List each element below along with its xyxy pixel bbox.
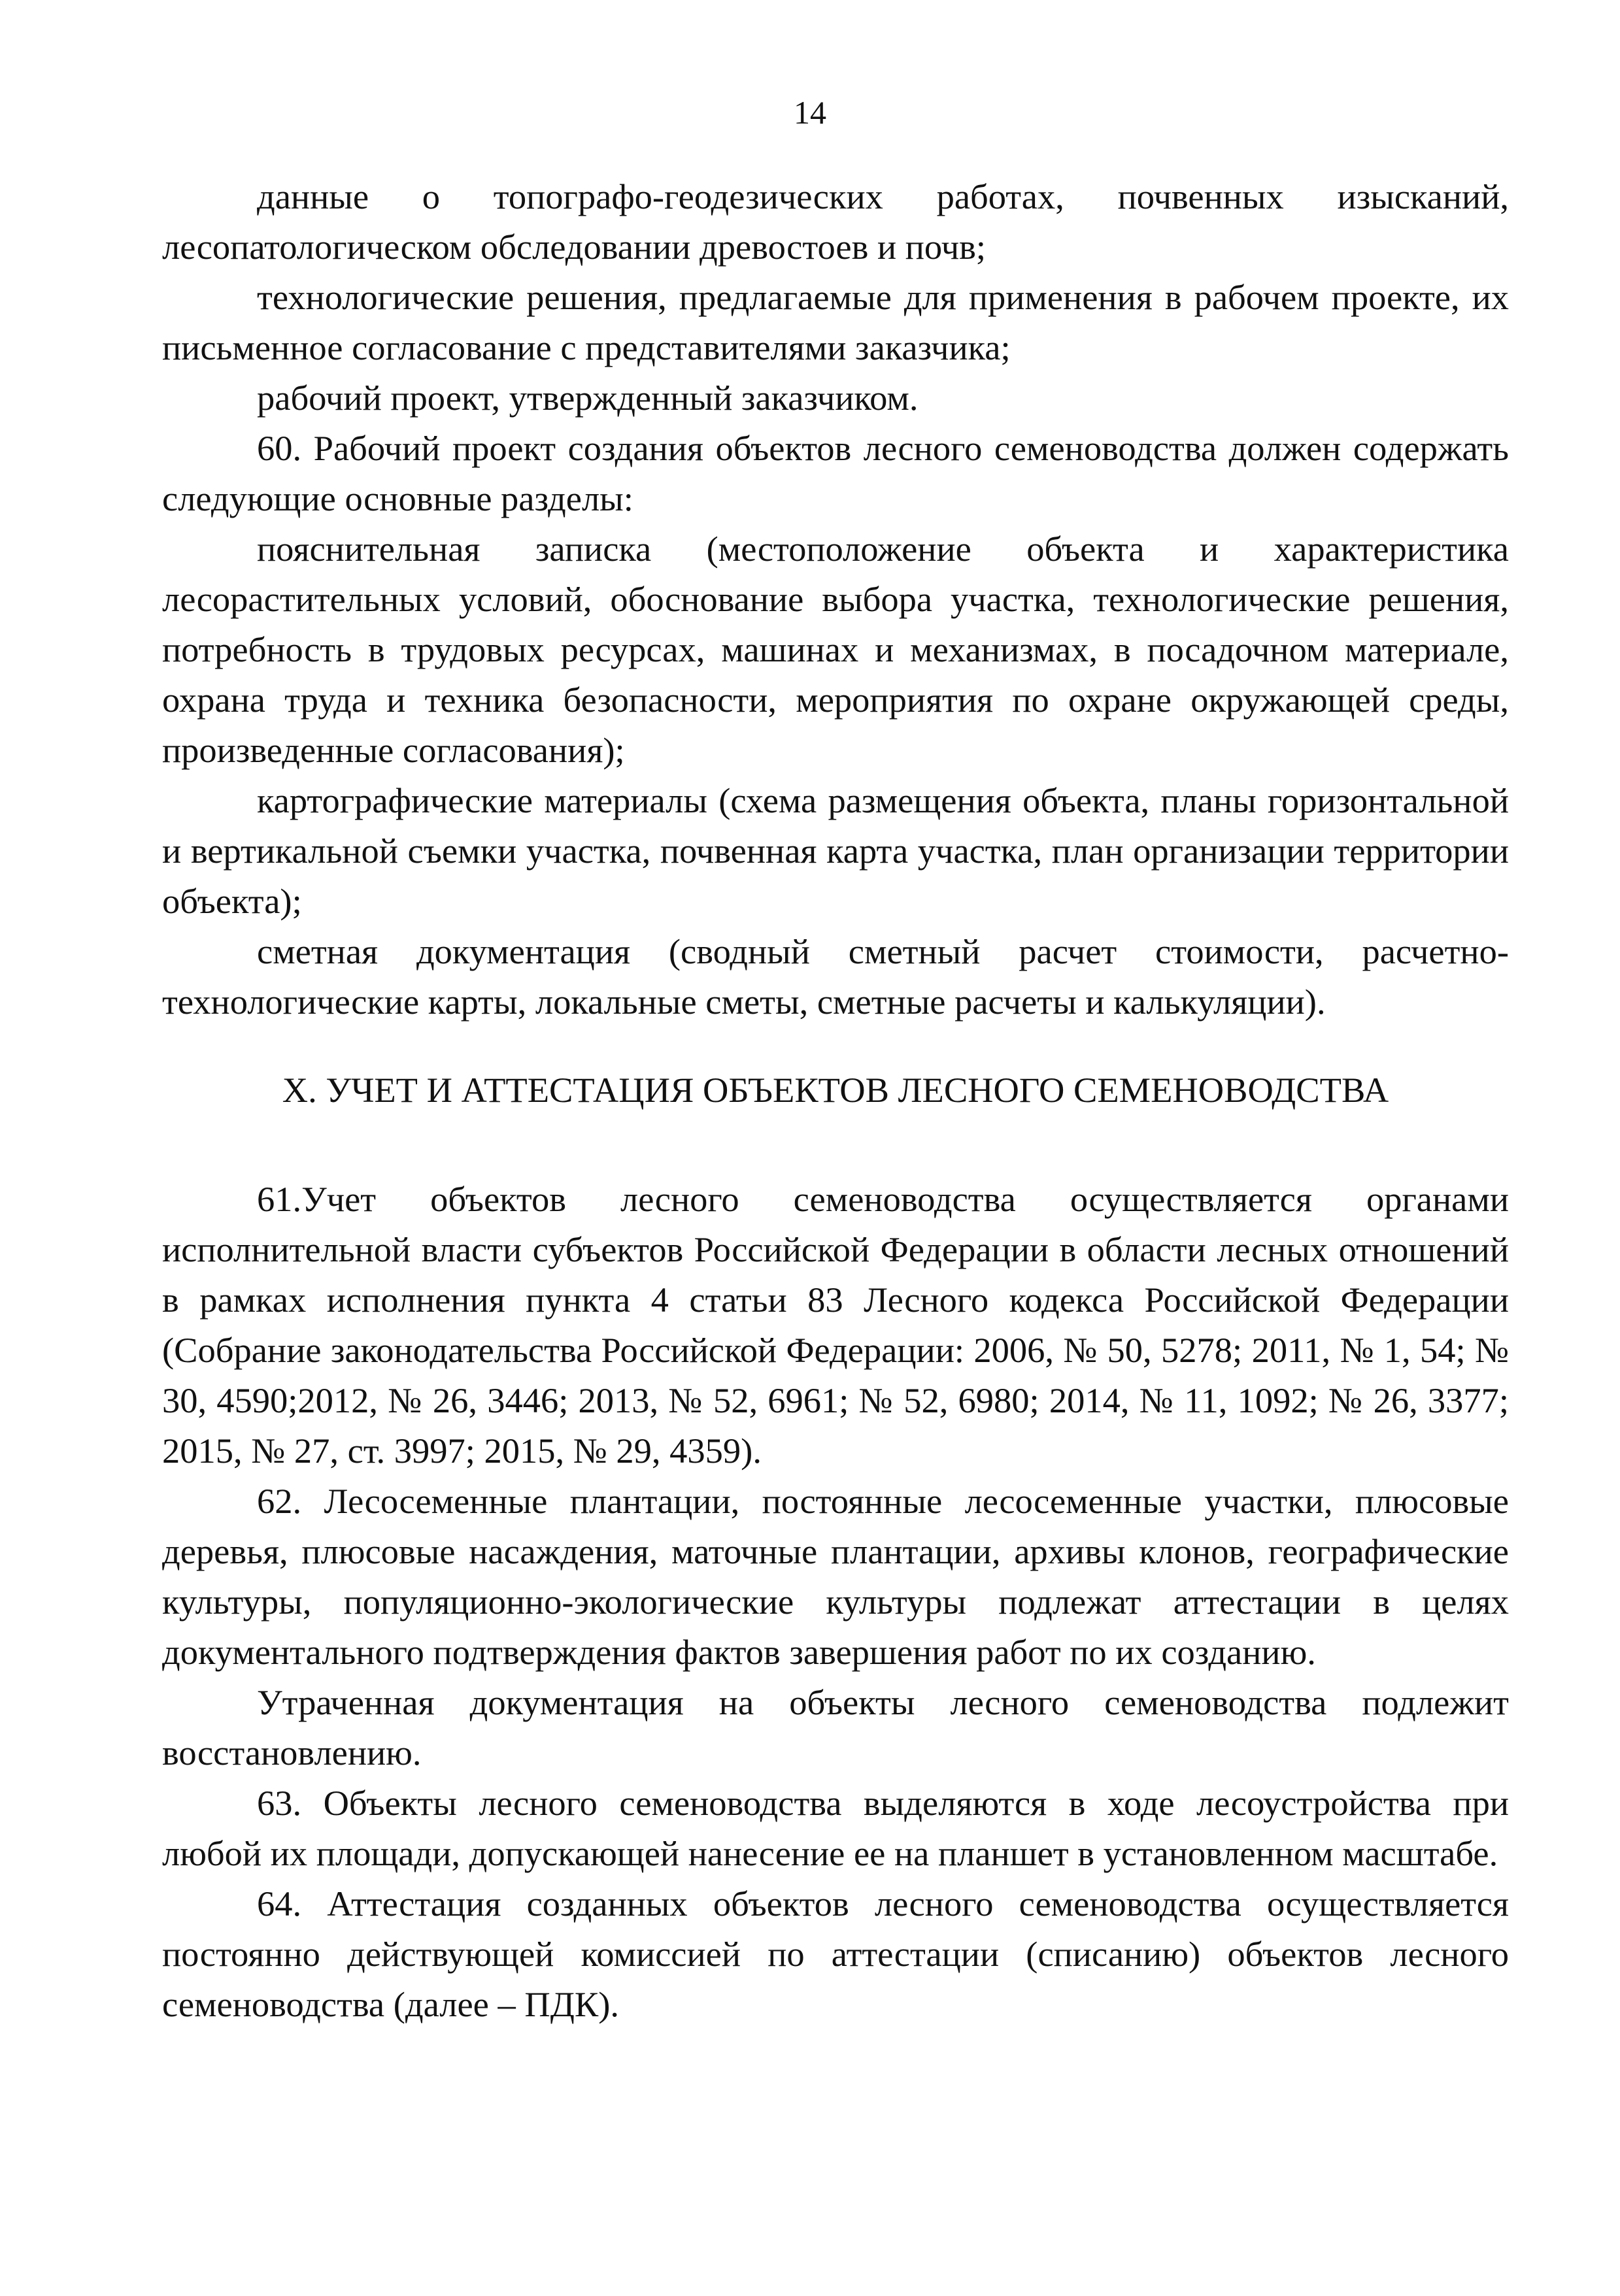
paragraph-61: 61.Учет объектов лесного семеноводства осуществляется органами исполнительной власти субъектов Российской Федерации в области лесных отношений в рамках исполнения пункта 4 статьи 83 Лесного кодекса Российской Федерации (Собрание законодательства Российской Федерации: 2006, № 50, 5278; 2011, № 1, 54; № 30, 4590;2012, № 26, 3446; 2013, № 52, 6961; № 52, 6980; 2014, № 11, 1092; № 26, 3377; 2015, № 27, ст. 3997; 2015, № 29, 4359).: [162, 1179, 1509, 1471]
page-number: 14: [794, 94, 826, 131]
section-heading: X. УЧЕТ И АТТЕСТАЦИЯ ОБЪЕКТОВ ЛЕСНОГО СЕМЕНОВОДСТВА: [282, 1070, 1389, 1110]
paragraph-approved-project: рабочий проект, утвержденный заказчиком.: [257, 378, 919, 418]
paragraph-lost-documentation: Утраченная документация на объекты лесного семеноводства подлежит восстановлению.: [162, 1682, 1509, 1772]
paragraph-estimate-documentation: сметная документация (сводный сметный расчет стоимости, расчетно-технологические карты, локальные сметы, сметные расчеты и калькуляции).: [162, 931, 1509, 1022]
paragraph-63: 63. Объекты лесного семеноводства выделяются в ходе лесоустройства при любой их площади, допускающей нанесение ее на планшет в установленном масштабе.: [162, 1783, 1509, 1873]
paragraph-technological-solutions: технологические решения, предлагаемые для применения в рабочем проекте, их письменное согласование с представителями заказчика;: [162, 277, 1509, 367]
paragraph-64: 64. Аттестация созданных объектов лесного семеноводства осуществляется постоянно действующей комиссией по аттестации (списанию) объектов лесного семеноводства (далее – ПДК).: [162, 1884, 1509, 2024]
paragraph-cartographic-materials: картографические материалы (схема размещения объекта, планы горизонтальной и вертикальной съемки участка, почвенная карта участка, план организации территории объекта);: [162, 780, 1509, 921]
document-body: [162, 171, 1509, 2029]
paragraph-explanatory-note: пояснительная записка (местоположение объекта и характеристика лесорастительных условий, обоснование выбора участка, технологические решения, потребность в трудовых ресурсах, машинах и механизмах, в посадочном материале, охрана труда и техника безопасности, мероприятия по охране окружающей среды, произведенные согласования);: [162, 529, 1509, 770]
paragraph-60: 60. Рабочий проект создания объектов лесного семеноводства должен содержать следующие основные разделы:: [162, 428, 1509, 518]
paragraph-62: 62. Лесосеменные плантации, постоянные лесосеменные участки, плюсовые деревья, плюсовые насаждения, маточные плантации, архивы клонов, географические культуры, популяционно-экологические культуры подлежат аттестации в целях документального подтверждения фактов завершения работ по их созданию.: [162, 1481, 1509, 1672]
paragraph-survey-data: данные о топографо-геодезических работах, почвенных изысканий, лесопатологическом обследовании древостоев и почв;: [162, 176, 1509, 267]
